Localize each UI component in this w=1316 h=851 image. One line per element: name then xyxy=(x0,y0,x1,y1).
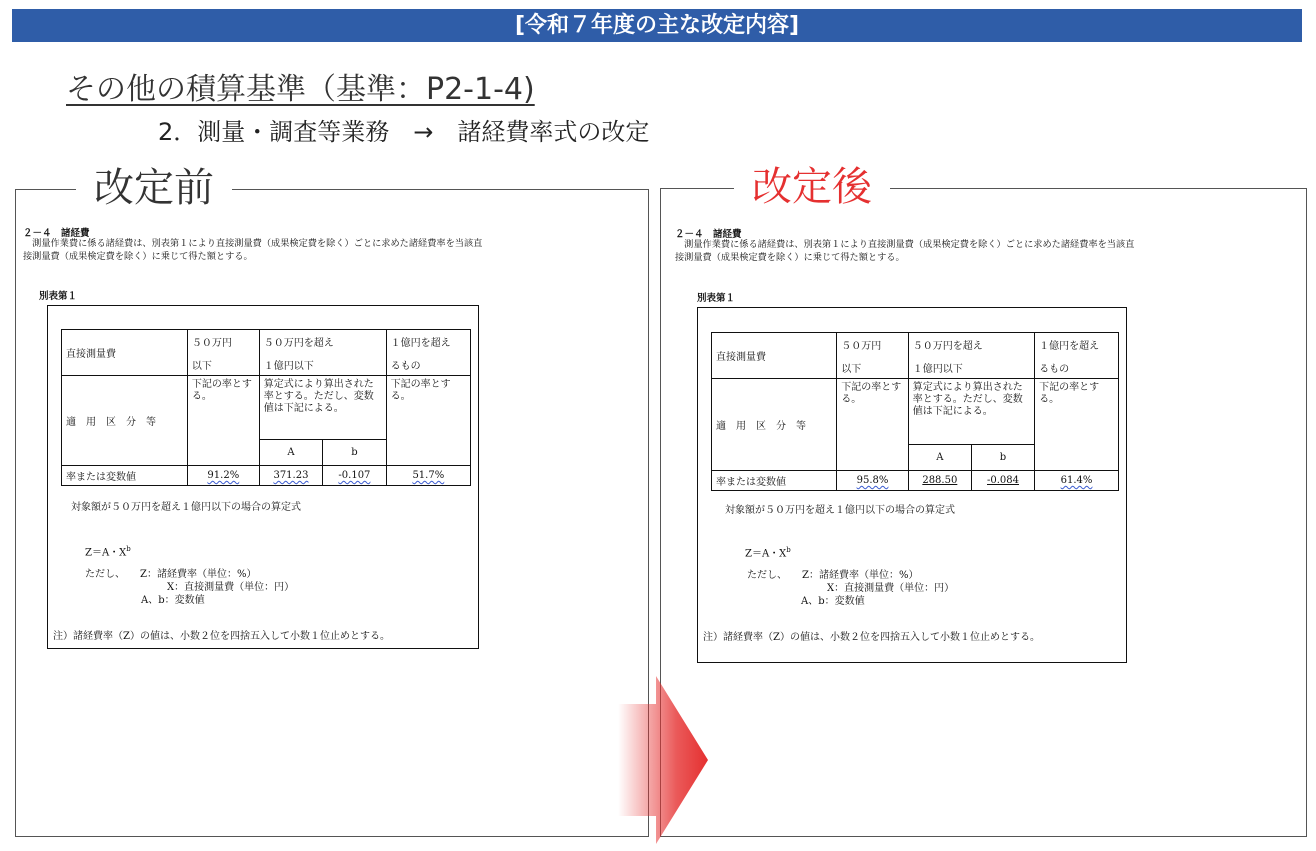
table-cell: 下記の率とする。 xyxy=(187,376,259,466)
table-row-label: 適 用 区 分 等 xyxy=(712,379,837,471)
formula-title: 対象額が５０万円を超え１億円以下の場合の算定式 xyxy=(725,505,955,516)
table-header-cell: 以下 xyxy=(837,357,908,379)
table-label: 別表第１ xyxy=(697,293,736,304)
definition-line: ただし、 Z：諸経費率（単位：%） xyxy=(747,570,919,581)
table-subheader-b: b xyxy=(323,440,386,466)
table-value-cell xyxy=(386,466,470,486)
table-header-cell: 直接測量費 xyxy=(62,330,188,376)
doc-paragraph xyxy=(675,238,1299,264)
definition-line: A、b：変数値 xyxy=(801,596,865,607)
table-row-label: 率または変数値 xyxy=(712,471,837,491)
value-b: -0.084 xyxy=(987,475,1020,486)
formula-text: Z＝A・X xyxy=(745,548,787,560)
table-row-label: 適 用 区 分 等 xyxy=(62,376,188,466)
table-cell: 下記の率とする。 xyxy=(386,376,470,466)
table-header-cell: ５０万円 xyxy=(187,330,259,354)
formula-title: 対象額が５０万円を超え１億円以下の場合の算定式 xyxy=(71,502,301,513)
value-rate-low: 91.2% xyxy=(207,470,240,481)
table-value-cell xyxy=(837,471,908,491)
rates-table xyxy=(711,332,1119,491)
definition-line: X：直接測量費（単位：円） xyxy=(827,583,955,594)
table-header-cell: るもの xyxy=(1035,357,1119,379)
footnote: 注）諸経費率（Z）の値は、小数２位を四捨五入して小数１位止めとする。 xyxy=(703,632,1040,643)
table-header-cell: 直接測量費 xyxy=(712,333,837,379)
value-a: 288.50 xyxy=(922,475,958,486)
formula xyxy=(85,543,131,559)
subtitle: 2．測量・調査等業務 → 諸経費率式の改定 xyxy=(158,118,650,146)
value-rate-high: 51.7% xyxy=(412,470,445,481)
value-rate-low: 95.8% xyxy=(856,475,889,486)
table-value-cell xyxy=(187,466,259,486)
table-header-cell: １億円以下 xyxy=(259,354,386,376)
definition-line: ただし、 Z：諸経費率（単位：%） xyxy=(85,569,257,580)
doc-paragraph-line: 測量作業費に係る諸経費は、別表第１により直接測量費（成果検定費を除く）ごとに求めた諸経費率を当該直 xyxy=(675,239,1135,250)
table-subheader-b: b xyxy=(971,445,1034,471)
table-cell: 算定式により算出された率とする。ただし、変数値は下記による。 xyxy=(908,379,1034,445)
rates-table xyxy=(61,329,471,486)
definition-line: X：直接測量費（単位：円） xyxy=(167,582,295,593)
header-banner: [令和７年度の主な改定内容] xyxy=(12,9,1302,42)
before-label: 改定前 xyxy=(76,162,232,214)
formula-exponent: b xyxy=(126,545,131,553)
table-header-cell: １億円を超え xyxy=(1035,333,1119,357)
doc-paragraph-line: 測量作業費に係る諸経費は、別表第１により直接測量費（成果検定費を除く）ごとに求めた諸経費率を当該直 xyxy=(23,238,483,249)
table-value-cell xyxy=(971,471,1034,491)
formula-exponent: b xyxy=(786,546,791,554)
table-header-cell: ５０万円を超え xyxy=(259,330,386,354)
table-row-label: 率または変数値 xyxy=(62,466,188,486)
doc-paragraph-line: 接測量費（成果検定費を除く）に乗じて得た額とする。 xyxy=(675,252,905,263)
after-label: 改定後 xyxy=(734,161,890,213)
table-header-cell: るもの xyxy=(386,354,470,376)
table-header-cell: １億円を超え xyxy=(386,330,470,354)
formula xyxy=(745,544,791,560)
section-title: その他の積算基準（基準：P2-1-4) xyxy=(66,72,535,107)
doc-heading: ２－４ 諸経費 xyxy=(23,228,90,239)
table-value-cell xyxy=(1035,471,1119,491)
table-cell: 下記の率とする。 xyxy=(1035,379,1119,471)
value-b: -0.107 xyxy=(338,470,371,481)
table-header-cell: 以下 xyxy=(187,354,259,376)
value-rate-high: 61.4% xyxy=(1060,475,1093,486)
table-header-cell: ５０万円を超え xyxy=(908,333,1034,357)
table-label: 別表第１ xyxy=(39,291,78,302)
table-header-cell: １億円以下 xyxy=(908,357,1034,379)
table-subheader-a: A xyxy=(259,440,322,466)
value-a: 371.23 xyxy=(273,470,309,481)
table-value-cell xyxy=(323,466,386,486)
after-panel xyxy=(660,164,1307,837)
definition-line: A、b：変数値 xyxy=(141,595,205,606)
table-cell: 算定式により算出された率とする。ただし、変数値は下記による。 xyxy=(259,376,386,440)
table-header-cell: ５０万円 xyxy=(837,333,908,357)
table-subheader-a: A xyxy=(908,445,971,471)
table-cell: 下記の率とする。 xyxy=(837,379,908,471)
table-value-cell xyxy=(908,471,971,491)
table-value-cell xyxy=(259,466,322,486)
footnote: 注）諸経費率（Z）の値は、小数２位を四捨五入して小数１位止めとする。 xyxy=(53,631,390,642)
before-panel xyxy=(15,165,649,837)
right-arrow-icon xyxy=(618,676,708,844)
formula-text: Z＝A・X xyxy=(85,547,127,559)
doc-paragraph xyxy=(23,237,641,263)
doc-heading: ２－４ 諸経費 xyxy=(675,229,742,240)
doc-paragraph-line: 接測量費（成果検定費を除く）に乗じて得た額とする。 xyxy=(23,251,253,262)
